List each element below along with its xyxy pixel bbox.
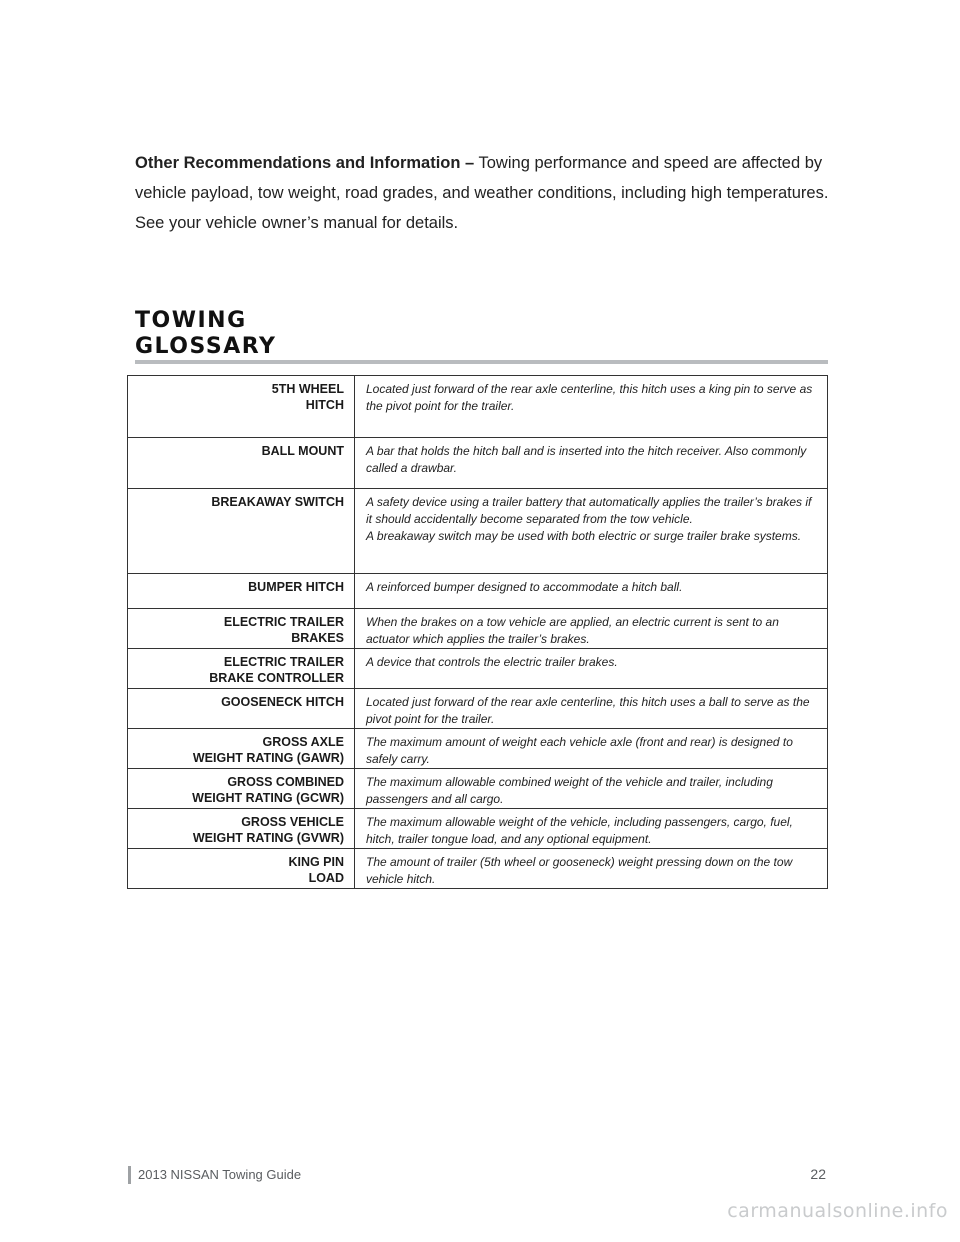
table-row <box>128 489 828 574</box>
table-row <box>128 609 828 649</box>
intro-paragraph <box>135 148 835 238</box>
glossary-table-body <box>128 376 828 889</box>
glossary-definition <box>355 689 828 729</box>
intro-text: Towing performance and speed are affected by vehicle payload, tow weight, road grades, and weather conditions, including high temperatures. See your vehicle owner’s manual for details. <box>135 154 829 232</box>
table-row <box>128 689 828 729</box>
glossary-definition <box>355 376 828 438</box>
glossary-definition <box>355 649 828 689</box>
glossary-definition <box>355 438 828 489</box>
glossary-term: GROSS COMBINED WEIGHT RATING (GCWR) <box>128 769 355 809</box>
definition-text: A bar that holds the hitch ball and is inserted into the hitch receiver. Also commonly called a drawbar. <box>366 444 807 475</box>
table-row <box>128 376 828 438</box>
page-footer <box>128 1166 828 1184</box>
table-row <box>128 574 828 609</box>
glossary-title-line-2: GLOSSARY <box>135 334 277 359</box>
glossary-term: BREAKAWAY SWITCH <box>128 489 355 574</box>
table-row <box>128 849 828 889</box>
definition-text: Located just forward of the rear axle centerline, this hitch uses a king pin to serve as the pivot point for the trailer. <box>366 382 813 413</box>
glossary-term: GROSS VEHICLE WEIGHT RATING (GVWR) <box>128 809 355 849</box>
glossary-definition <box>355 574 828 609</box>
watermark: carmanualsonline.info <box>727 1200 948 1222</box>
glossary-term: KING PIN LOAD <box>128 849 355 889</box>
glossary-definition <box>355 489 828 574</box>
title-divider <box>135 360 828 364</box>
glossary-term: ELECTRIC TRAILER BRAKE CONTROLLER <box>128 649 355 689</box>
definition-text: A breakaway switch may be used with both electric or surge trailer brake systems. <box>366 529 802 543</box>
definition-text: A device that controls the electric trailer brakes. <box>366 655 618 669</box>
glossary-term: 5TH WHEEL HITCH <box>128 376 355 438</box>
definition-text: The maximum allowable combined weight of the vehicle and trailer, including passengers and all cargo. <box>366 775 773 806</box>
glossary-definition <box>355 849 828 889</box>
glossary-definition <box>355 609 828 649</box>
table-row <box>128 809 828 849</box>
glossary-term: ELECTRIC TRAILER BRAKES <box>128 609 355 649</box>
glossary-term: BALL MOUNT <box>128 438 355 489</box>
definition-text: The amount of trailer (5th wheel or gooseneck) weight pressing down on the tow vehicle hitch. <box>366 855 793 886</box>
definition-text: Located just forward of the rear axle centerline, this hitch uses a ball to serve as the pivot point for the trailer. <box>366 695 810 726</box>
footer-bar <box>128 1166 131 1184</box>
footer-doc-title: 2013 NISSAN Towing Guide <box>138 1167 302 1182</box>
definition-text: When the brakes on a tow vehicle are applied, an electric current is sent to an actuator which applies the trailer’s brakes. <box>366 615 779 646</box>
glossary-title <box>135 308 276 360</box>
glossary-table <box>127 375 828 889</box>
page-number: 22 <box>810 1166 826 1182</box>
definition-text: The maximum allowable weight of the vehicle, including passengers, cargo, fuel, hitch, trailer tongue load, and any optional equipment. <box>366 815 793 846</box>
glossary-title-line-1: TOWING <box>135 308 247 333</box>
glossary-definition <box>355 769 828 809</box>
definition-text: A reinforced bumper designed to accommodate a hitch ball. <box>366 580 683 594</box>
glossary-definition <box>355 809 828 849</box>
table-row <box>128 649 828 689</box>
glossary-term: GOOSENECK HITCH <box>128 689 355 729</box>
glossary-definition <box>355 729 828 769</box>
table-row <box>128 438 828 489</box>
table-row <box>128 729 828 769</box>
table-row <box>128 769 828 809</box>
definition-text: A safety device using a trailer battery that automatically applies the trailer’s brakes if it should accidentally become separated from the tow vehicle. <box>366 495 812 526</box>
definition-text: The maximum amount of weight each vehicle axle (front and rear) is designed to safely carry. <box>366 735 793 766</box>
glossary-term: BUMPER HITCH <box>128 574 355 609</box>
intro-lead: Other Recommendations and Information – <box>135 154 475 172</box>
glossary-term: GROSS AXLE WEIGHT RATING (GAWR) <box>128 729 355 769</box>
